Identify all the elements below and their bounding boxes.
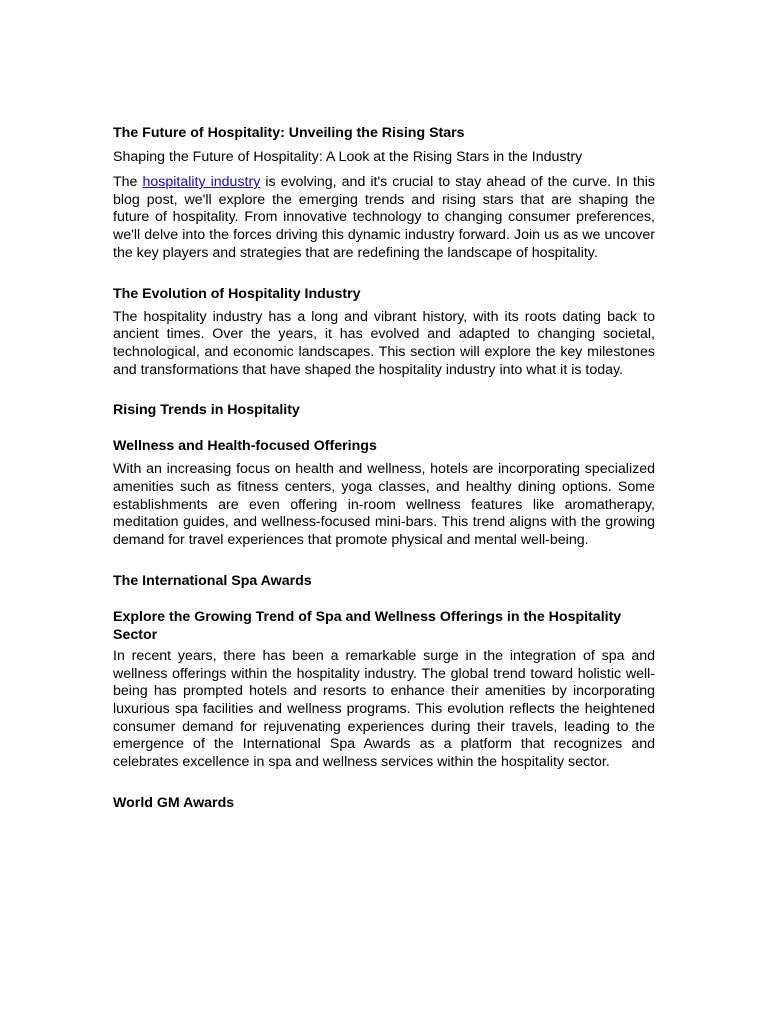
- intro-text-after-link: is evolving, and it's crucial to stay ahead of the curve. In this blog post, we'll explore the emerging trends and rising stars that are shaping the future of hospitality. From innovative technology to changing consumer preferences, we'll delve into the forces driving this dynamic industry forward. Join us as we uncover the key players and strategies that are redefining the landscape of hospitality.: [113, 174, 656, 261]
- hospitality-industry-link[interactable]: hospitality industry: [142, 174, 261, 190]
- rising-trends-heading: Rising Trends in Hospitality: [113, 402, 300, 419]
- wellness-heading: Wellness and Health-focused Offerings: [113, 438, 377, 455]
- document-subtitle: Shaping the Future of Hospitality: A Look at the Rising Stars in the Industry: [113, 149, 583, 165]
- intro-paragraph: [113, 174, 655, 263]
- gm-awards-heading: World GM Awards: [113, 794, 235, 811]
- evolution-paragraph: The hospitality industry has a long and vibrant history, with its roots dating back to ancient times. Over the years, it has evolved and adapted to changing societal, technological, and economic landscapes. This section will explore the key milestones and transformations that have shaped the hospitality industry into what it is today.: [113, 308, 655, 378]
- document-title: The Future of Hospitality: Unveiling the Rising Stars: [113, 125, 465, 141]
- evolution-heading: The Evolution of Hospitality Industry: [113, 285, 361, 302]
- spa-trend-paragraph: In recent years, there has been a remarkable surge in the integration of spa and wellness offerings within the hospitality industry. The global trend toward holistic well-being has prompted hotels and resorts to enhance their amenities by incorporating luxurious spa facilities and wellness programs. This evolution reflects the heightened consumer demand for rejuvenating experiences during their travels, leading to the emergence of the International Spa Awards as a platform that recognizes and celebrates excellence in spa and wellness services within the hospitality sector.: [113, 647, 655, 771]
- document-page: [113, 124, 655, 812]
- spa-trend-heading: Explore the Growing Trend of Spa and Wellness Offerings in the Hospitality Sector: [113, 608, 622, 643]
- wellness-paragraph: With an increasing focus on health and wellness, hotels are incorporating specialized amenities such as fitness centers, yoga classes, and healthy dining options. Some establishments are even offering in-room wellness features like aromatherapy, meditation guides, and wellness-focused mini-bars. This trend aligns with the growing demand for travel experiences that promote physical and mental well-being.: [113, 461, 655, 549]
- spa-awards-heading: The International Spa Awards: [113, 572, 312, 589]
- intro-text-before-link: The: [113, 174, 143, 190]
